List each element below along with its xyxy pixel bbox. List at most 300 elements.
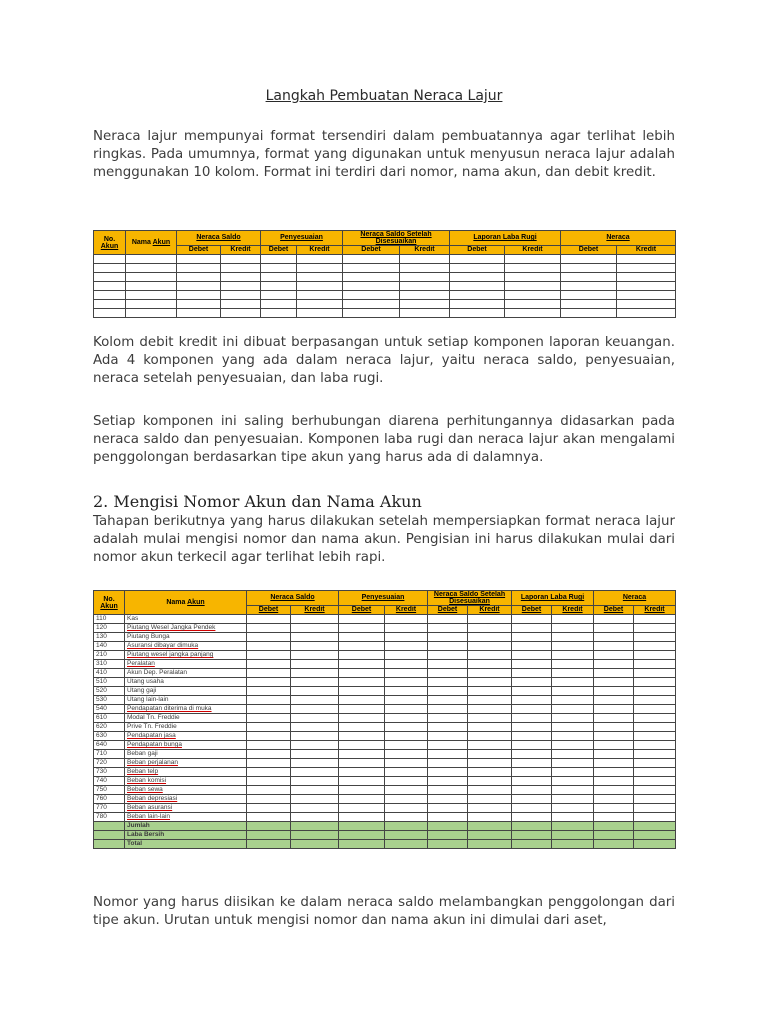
account-name-text: Piutang Wesel Jangka Pendek	[127, 624, 216, 631]
empty-cell	[450, 255, 505, 264]
summary-cell	[468, 822, 512, 831]
empty-cell	[617, 309, 676, 318]
account-name-text: Asuransi dibayar dimuka	[127, 642, 199, 649]
amount-cell	[291, 786, 339, 795]
amount-cell	[512, 669, 552, 678]
amount-cell	[634, 633, 676, 642]
amount-cell	[634, 777, 676, 786]
account-name	[125, 750, 247, 759]
account-name	[125, 642, 247, 651]
account-name	[125, 732, 247, 741]
amount-cell	[468, 660, 512, 669]
account-name-text: Peralatan	[127, 660, 155, 667]
header-debet: Debet	[512, 606, 552, 615]
empty-format-table	[93, 230, 676, 318]
amount-cell	[512, 615, 552, 624]
amount-cell	[428, 741, 468, 750]
amount-cell	[385, 624, 428, 633]
amount-cell	[634, 660, 676, 669]
amount-cell	[594, 804, 634, 813]
amount-cell	[247, 777, 291, 786]
empty-cell	[400, 282, 450, 291]
empty-cell	[617, 255, 676, 264]
amount-cell	[385, 642, 428, 651]
amount-cell	[247, 786, 291, 795]
account-name-text: Beban asuransi	[127, 804, 173, 811]
summary-cell	[512, 822, 552, 831]
amount-cell	[339, 786, 385, 795]
amount-cell	[339, 741, 385, 750]
empty-cell	[177, 282, 221, 291]
empty-cell	[94, 282, 126, 291]
account-name-text: Beban telp	[127, 768, 159, 775]
amount-cell	[634, 813, 676, 822]
summary-cell	[594, 822, 634, 831]
empty-cell	[450, 309, 505, 318]
amount-cell	[552, 696, 594, 705]
amount-cell	[385, 669, 428, 678]
amount-cell	[468, 804, 512, 813]
amount-cell	[428, 669, 468, 678]
account-number: 310	[94, 660, 125, 669]
amount-cell	[339, 633, 385, 642]
amount-cell	[385, 759, 428, 768]
empty-rows	[94, 255, 676, 318]
header-kredit: Kredit	[617, 246, 676, 255]
amount-cell	[594, 813, 634, 822]
summary-cell	[339, 822, 385, 831]
amount-cell	[339, 696, 385, 705]
account-name-text: Piutang Bunga	[127, 633, 170, 640]
header-penyesuaian: Penyesuaian	[261, 231, 343, 246]
amount-cell	[291, 687, 339, 696]
amount-cell	[385, 633, 428, 642]
amount-cell	[634, 705, 676, 714]
amount-cell	[634, 759, 676, 768]
amount-cell	[385, 768, 428, 777]
amount-cell	[339, 624, 385, 633]
empty-cell	[126, 255, 177, 264]
summary-row	[94, 831, 676, 840]
empty-cell	[450, 264, 505, 273]
empty-cell	[221, 309, 261, 318]
paragraph-komponen: Setiap komponen ini saling berhubungan diarena perhitungannya didasarkan pada neraca saldo dan penyesuaian. Komponen laba rugi dan neraca lajur akan mengalami penggolongan berdasarkan tipe akun yang harus ada di dalamnya.	[93, 414, 675, 465]
amount-cell	[552, 777, 594, 786]
amount-cell	[428, 714, 468, 723]
header-kredit: Kredit	[297, 246, 343, 255]
amount-cell	[428, 795, 468, 804]
summary-cell	[385, 840, 428, 849]
table-row	[94, 615, 676, 624]
empty-cell	[177, 264, 221, 273]
amount-cell	[552, 741, 594, 750]
empty-cell	[561, 273, 617, 282]
amount-cell	[634, 678, 676, 687]
amount-cell	[247, 642, 291, 651]
amount-cell	[339, 723, 385, 732]
empty-cell	[261, 291, 297, 300]
empty-cell	[94, 255, 126, 264]
account-name	[125, 714, 247, 723]
header-kredit: Kredit	[552, 606, 594, 615]
empty-cell	[505, 300, 561, 309]
amount-cell	[247, 678, 291, 687]
summary-cell	[634, 840, 676, 849]
amount-cell	[291, 615, 339, 624]
amount-cell	[385, 750, 428, 759]
header-penyesuaian: Penyesuaian	[339, 591, 428, 606]
amount-cell	[594, 660, 634, 669]
amount-cell	[385, 705, 428, 714]
amount-cell	[634, 786, 676, 795]
amount-cell	[428, 651, 468, 660]
amount-cell	[552, 633, 594, 642]
amount-cell	[385, 804, 428, 813]
amount-cell	[339, 642, 385, 651]
account-name	[125, 804, 247, 813]
amount-cell	[468, 714, 512, 723]
summary-cell	[428, 831, 468, 840]
paragraph-tahapan: Tahapan berikutnya yang harus dilakukan setelah mempersiapkan format neraca lajur adalah mulai mengisi nomor dan nama akun. Pengisian ini harus dilakukan mulai dari nomor akun terkecil agar terlihat lebih rapi.	[93, 514, 675, 565]
account-number: 640	[94, 741, 125, 750]
amount-cell	[594, 687, 634, 696]
amount-cell	[247, 723, 291, 732]
amount-cell	[594, 759, 634, 768]
amount-cell	[552, 705, 594, 714]
summary-cell	[512, 840, 552, 849]
amount-cell	[594, 633, 634, 642]
account-name	[125, 786, 247, 795]
empty-cell	[343, 273, 400, 282]
summary-cell	[468, 840, 512, 849]
account-name-text: Pendapatan jasa	[127, 732, 176, 739]
amount-cell	[291, 669, 339, 678]
amount-cell	[247, 768, 291, 777]
amount-cell	[512, 651, 552, 660]
amount-cell	[428, 633, 468, 642]
account-name-text: Prive Tn. Freddie	[127, 723, 177, 730]
empty-cell	[221, 273, 261, 282]
amount-cell	[594, 642, 634, 651]
amount-cell	[634, 687, 676, 696]
amount-cell	[634, 732, 676, 741]
amount-cell	[385, 786, 428, 795]
empty-cell	[400, 309, 450, 318]
empty-cell	[221, 255, 261, 264]
amount-cell	[512, 678, 552, 687]
amount-cell	[512, 768, 552, 777]
table-row	[94, 777, 676, 786]
summary-cell	[291, 840, 339, 849]
summary-cell	[634, 822, 676, 831]
empty-cell	[505, 264, 561, 273]
amount-cell	[339, 651, 385, 660]
amount-cell	[552, 678, 594, 687]
amount-cell	[291, 759, 339, 768]
empty-cell	[261, 300, 297, 309]
empty-cell	[400, 300, 450, 309]
amount-cell	[385, 777, 428, 786]
table-row	[94, 795, 676, 804]
empty-cell	[261, 309, 297, 318]
summary-label: Laba Bersih	[125, 831, 247, 840]
amount-cell	[291, 696, 339, 705]
empty-cell	[261, 255, 297, 264]
header-debet: Debet	[177, 246, 221, 255]
header-kredit: Kredit	[634, 606, 676, 615]
empty-cell	[561, 282, 617, 291]
paragraph-kolom: Kolom debit kredit ini dibuat berpasangan untuk setiap komponen laporan keuangan. Ada 4 komponen yang ada dalam neraca lajur, yaitu neraca saldo, penyesuaian, neraca setelah penyesuaian, dan laba rugi.	[93, 335, 675, 386]
summary-cell	[512, 831, 552, 840]
account-name	[125, 651, 247, 660]
amount-cell	[634, 714, 676, 723]
amount-cell	[468, 642, 512, 651]
amount-cell	[468, 768, 512, 777]
amount-cell	[385, 687, 428, 696]
amount-cell	[552, 651, 594, 660]
account-name	[125, 795, 247, 804]
header-no-akun: No. Akun	[94, 591, 125, 615]
empty-cell	[505, 255, 561, 264]
empty-cell	[94, 273, 126, 282]
amount-cell	[385, 795, 428, 804]
empty-cell	[221, 282, 261, 291]
amount-cell	[512, 723, 552, 732]
empty-cell	[261, 282, 297, 291]
account-number: 520	[94, 687, 125, 696]
amount-cell	[468, 678, 512, 687]
empty-cell	[343, 291, 400, 300]
amount-cell	[634, 651, 676, 660]
empty-cell	[126, 264, 177, 273]
summary-cell	[339, 840, 385, 849]
empty-cell	[617, 264, 676, 273]
empty-cell	[617, 300, 676, 309]
summary-cell	[594, 831, 634, 840]
account-name-text: Pendapatan diterima di muka	[127, 705, 212, 712]
amount-cell	[512, 642, 552, 651]
amount-cell	[512, 786, 552, 795]
account-number: 630	[94, 732, 125, 741]
amount-cell	[468, 705, 512, 714]
account-name	[125, 669, 247, 678]
header-debet: Debet	[561, 246, 617, 255]
amount-cell	[468, 777, 512, 786]
amount-cell	[247, 759, 291, 768]
amount-cell	[552, 723, 594, 732]
account-number: 540	[94, 705, 125, 714]
header-debet: Debet	[261, 246, 297, 255]
account-name	[125, 696, 247, 705]
table-row	[94, 705, 676, 714]
header-kredit: Kredit	[468, 606, 512, 615]
amount-cell	[339, 750, 385, 759]
empty-cell	[297, 273, 343, 282]
amount-cell	[468, 651, 512, 660]
empty-cell	[450, 300, 505, 309]
amount-cell	[594, 651, 634, 660]
amount-cell	[339, 732, 385, 741]
empty-cell	[561, 264, 617, 273]
empty-cell	[126, 282, 177, 291]
summary-cell	[291, 822, 339, 831]
amount-cell	[385, 813, 428, 822]
summary-cell	[385, 822, 428, 831]
empty-cell	[221, 300, 261, 309]
account-name-text: Beban sewa	[127, 786, 163, 793]
amount-cell	[634, 768, 676, 777]
paragraph-intro: Neraca lajur mempunyai format tersendiri dalam pembuatannya agar terlihat lebih ringkas. Pada umumnya, format yang digunakan untuk menyusun neraca lajur adalah menggunakan 10 kolom. Format ini terdiri dari nomor, nama akun, dan debit kredit.	[93, 129, 675, 180]
header-debet: Debet	[247, 606, 291, 615]
table-row	[94, 786, 676, 795]
amount-cell	[634, 615, 676, 624]
account-name-text: Akun Dep. Peralatan	[127, 669, 187, 676]
empty-cell	[617, 291, 676, 300]
header-debet: Debet	[594, 606, 634, 615]
empty-cell	[343, 282, 400, 291]
amount-cell	[468, 615, 512, 624]
amount-cell	[291, 678, 339, 687]
table-row	[94, 273, 676, 282]
amount-cell	[512, 705, 552, 714]
amount-cell	[247, 696, 291, 705]
header-laporan-laba-rugi: Laporan Laba Rugi	[512, 591, 594, 606]
amount-cell	[247, 669, 291, 678]
amount-cell	[247, 615, 291, 624]
header-neraca: Neraca	[594, 591, 676, 606]
amount-cell	[512, 759, 552, 768]
empty-cell	[400, 291, 450, 300]
empty-cell	[450, 273, 505, 282]
amount-cell	[594, 786, 634, 795]
account-number: 720	[94, 759, 125, 768]
table-row	[94, 759, 676, 768]
header-neraca-saldo: Neraca Saldo	[177, 231, 261, 246]
header-debet: Debet	[343, 246, 400, 255]
empty-cell	[343, 300, 400, 309]
empty-cell	[126, 273, 177, 282]
empty-cell	[126, 291, 177, 300]
empty-cell	[297, 282, 343, 291]
amount-cell	[594, 750, 634, 759]
amount-cell	[594, 714, 634, 723]
header-debet: Debet	[450, 246, 505, 255]
account-name	[125, 741, 247, 750]
amount-cell	[468, 813, 512, 822]
account-number: 710	[94, 750, 125, 759]
empty-cell	[561, 300, 617, 309]
table-row	[94, 714, 676, 723]
amount-cell	[339, 813, 385, 822]
amount-cell	[552, 615, 594, 624]
amount-cell	[247, 624, 291, 633]
amount-cell	[634, 795, 676, 804]
amount-cell	[428, 687, 468, 696]
summary-cell	[552, 831, 594, 840]
amount-cell	[291, 741, 339, 750]
account-number: 620	[94, 723, 125, 732]
summary-cell	[594, 840, 634, 849]
empty-cell	[561, 255, 617, 264]
empty-cell	[617, 273, 676, 282]
account-name	[125, 678, 247, 687]
amount-cell	[552, 624, 594, 633]
amount-cell	[385, 723, 428, 732]
empty-cell	[177, 255, 221, 264]
amount-cell	[634, 750, 676, 759]
amount-cell	[552, 660, 594, 669]
account-number: 740	[94, 777, 125, 786]
account-name	[125, 813, 247, 822]
amount-cell	[339, 615, 385, 624]
header-neraca: Neraca	[561, 231, 676, 246]
header-neraca-saldo-setelah: Neraca Saldo Setelah Disesuaikan	[428, 591, 512, 606]
amount-cell	[512, 795, 552, 804]
amount-cell	[247, 732, 291, 741]
amount-cell	[385, 732, 428, 741]
summary-row	[94, 822, 676, 831]
account-name	[125, 768, 247, 777]
amount-cell	[247, 795, 291, 804]
account-name-text: Beban depresiasi	[127, 795, 178, 802]
account-number: 770	[94, 804, 125, 813]
account-name	[125, 624, 247, 633]
empty-cell	[177, 300, 221, 309]
amount-cell	[339, 768, 385, 777]
summary-cell	[468, 831, 512, 840]
amount-cell	[247, 804, 291, 813]
account-name	[125, 633, 247, 642]
amount-cell	[291, 714, 339, 723]
amount-cell	[428, 615, 468, 624]
amount-cell	[428, 750, 468, 759]
summary-cell	[428, 822, 468, 831]
summary-cell	[385, 831, 428, 840]
empty-cell	[343, 255, 400, 264]
amount-cell	[552, 786, 594, 795]
amount-cell	[247, 741, 291, 750]
amount-cell	[385, 741, 428, 750]
amount-cell	[552, 804, 594, 813]
amount-cell	[247, 651, 291, 660]
amount-cell	[594, 732, 634, 741]
amount-cell	[291, 642, 339, 651]
empty-cell	[126, 300, 177, 309]
empty-cell	[94, 309, 126, 318]
empty-cell	[400, 255, 450, 264]
amount-cell	[339, 804, 385, 813]
paragraph-nomor: Nomor yang harus diisikan ke dalam neraca saldo melambangkan penggolongan dari tipe akun. Urutan untuk mengisi nomor dan nama akun ini dimulai dari aset,	[93, 895, 675, 928]
empty-cell	[505, 291, 561, 300]
empty-cell	[505, 273, 561, 282]
amount-cell	[428, 723, 468, 732]
amount-cell	[385, 678, 428, 687]
table-row	[94, 750, 676, 759]
amount-cell	[594, 768, 634, 777]
amount-cell	[594, 678, 634, 687]
header-no-akun: No. Akun	[94, 231, 126, 255]
table-row	[94, 669, 676, 678]
empty-cell	[450, 291, 505, 300]
account-name-text: Utang gaji	[127, 687, 157, 694]
header-kredit: Kredit	[385, 606, 428, 615]
amount-cell	[468, 669, 512, 678]
amount-cell	[339, 759, 385, 768]
amount-cell	[594, 624, 634, 633]
account-name-text: Piutang wesel jangka panjang	[127, 651, 214, 658]
amount-cell	[339, 660, 385, 669]
amount-cell	[428, 786, 468, 795]
